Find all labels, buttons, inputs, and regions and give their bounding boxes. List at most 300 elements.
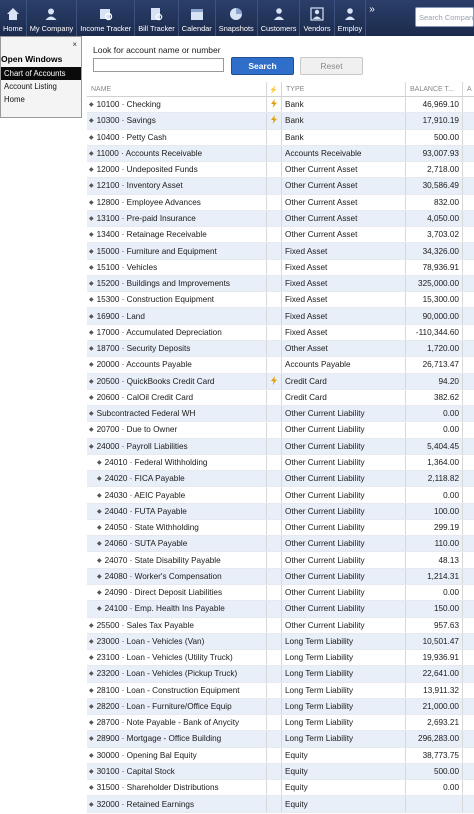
online-flag-cell: [267, 341, 282, 356]
account-name: 28700 · Note Payable - Bank of Anycity: [96, 718, 240, 728]
bullet-icon: ◆: [89, 232, 94, 239]
table-row[interactable]: [87, 308, 474, 324]
attach-cell: [463, 195, 474, 210]
attach-cell: [463, 276, 474, 291]
balance-cell: 34,326.00: [406, 243, 463, 258]
account-name-cell: [87, 618, 267, 633]
bullet-icon: ◆: [89, 427, 94, 434]
account-type-cell: Accounts Payable: [282, 357, 406, 372]
bullet-icon: ◆: [89, 264, 94, 271]
close-icon[interactable]: ×: [72, 40, 77, 49]
account-name: 30100 · Capital Stock: [96, 767, 175, 777]
attach-cell: [463, 113, 474, 128]
bullet-icon: ◆: [89, 183, 94, 190]
account-search-input[interactable]: [93, 58, 224, 72]
toolbar-label: Snapshots: [218, 24, 254, 33]
toolbar-income-tracker-button[interactable]: [77, 0, 135, 36]
attach-cell: [463, 422, 474, 437]
table-row[interactable]: [87, 504, 474, 520]
account-type-cell: Other Current Liability: [282, 552, 406, 567]
balance-cell: [406, 796, 463, 811]
attach-cell: [463, 634, 474, 649]
attach-cell: [463, 780, 474, 795]
chart-of-accounts-table: [87, 82, 474, 813]
bullet-icon: ◆: [89, 362, 94, 369]
toolbar-snapshots-button[interactable]: [216, 0, 258, 36]
table-row[interactable]: [87, 683, 474, 699]
table-row[interactable]: [87, 276, 474, 292]
attach-cell: [463, 585, 474, 600]
account-type-cell: Long Term Liability: [282, 650, 406, 665]
table-row[interactable]: [87, 699, 474, 715]
account-name-cell: [87, 715, 267, 730]
account-type-cell: Long Term Liability: [282, 731, 406, 746]
account-name: 25500 · Sales Tax Payable: [96, 620, 194, 630]
account-name-cell: [87, 146, 267, 161]
bullet-icon: ◆: [89, 378, 94, 385]
account-type-cell: Credit Card: [282, 374, 406, 389]
online-flag-cell: [267, 406, 282, 421]
table-row[interactable]: [87, 406, 474, 422]
account-name-cell: [87, 195, 267, 210]
account-type-cell: Bank: [282, 130, 406, 145]
online-flag-cell: [267, 374, 282, 389]
account-type-cell: Other Current Liability: [282, 455, 406, 470]
account-type-cell: Other Current Liability: [282, 520, 406, 535]
account-name: 30000 · Opening Bal Equity: [96, 750, 197, 760]
bullet-icon: ◆: [89, 622, 94, 629]
toolbar-customers-button[interactable]: [258, 0, 301, 36]
online-flag-cell: [267, 260, 282, 275]
attach-cell: [463, 699, 474, 714]
table-row[interactable]: [87, 130, 474, 146]
account-name-cell: [87, 308, 267, 323]
account-name: 24040 · FUTA Payable: [104, 506, 187, 516]
home-icon: [6, 7, 20, 21]
table-row[interactable]: [87, 536, 474, 552]
balance-cell: 17,910.19: [406, 113, 463, 128]
account-type-cell: Other Current Liability: [282, 422, 406, 437]
bullet-icon: ◆: [89, 199, 94, 206]
open-window-home[interactable]: Home: [4, 95, 25, 104]
table-row[interactable]: [87, 178, 474, 194]
bullet-icon: ◆: [97, 541, 102, 548]
table-row[interactable]: [87, 666, 474, 682]
table-row[interactable]: [87, 455, 474, 471]
employees-icon: [343, 7, 357, 21]
balance-cell: 2,718.00: [406, 162, 463, 177]
attach-cell: [463, 569, 474, 584]
account-name: 24030 · AEIC Payable: [104, 490, 186, 500]
column-header-flag[interactable]: ⚡: [267, 82, 282, 96]
account-name: 17000 · Accumulated Depreciation: [96, 327, 222, 337]
bullet-icon: ◆: [97, 573, 102, 580]
online-flag-cell: [267, 715, 282, 730]
table-header: [87, 82, 474, 97]
account-name: 31500 · Shareholder Distributions: [96, 783, 219, 793]
account-name: 23100 · Loan - Vehicles (Utility Truck): [96, 653, 233, 663]
account-name: 13400 · Retainage Receivable: [96, 230, 207, 240]
account-type-cell: Fixed Asset: [282, 325, 406, 340]
online-flag-cell: [267, 471, 282, 486]
attach-cell: [463, 666, 474, 681]
table-row[interactable]: [87, 211, 474, 227]
account-name-cell: [87, 536, 267, 551]
balance-cell: 5,404.45: [406, 439, 463, 454]
lightning-bolt-icon: [271, 376, 277, 387]
account-type-cell: Credit Card: [282, 390, 406, 405]
attach-cell: [463, 357, 474, 372]
bullet-icon: ◆: [89, 150, 94, 157]
online-flag-cell: [267, 422, 282, 437]
account-name-cell: [87, 683, 267, 698]
snapshots-icon: [229, 7, 243, 21]
account-name-cell: [87, 552, 267, 567]
balance-cell: 0.00: [406, 780, 463, 795]
online-flag-cell: [267, 780, 282, 795]
table-row[interactable]: [87, 764, 474, 780]
account-type-cell: Other Current Liability: [282, 504, 406, 519]
table-row[interactable]: [87, 341, 474, 357]
icon-bar: [0, 0, 474, 36]
table-row[interactable]: [87, 601, 474, 617]
bullet-icon: ◆: [89, 752, 94, 759]
table-row[interactable]: [87, 422, 474, 438]
toolbar-label: Income Tracker: [80, 24, 132, 33]
account-name: 15200 · Buildings and Improvements: [96, 279, 230, 289]
account-name: 20000 · Accounts Payable: [96, 360, 192, 370]
table-row[interactable]: [87, 780, 474, 796]
account-name-cell: [87, 422, 267, 437]
table-row[interactable]: [87, 325, 474, 341]
bullet-icon: ◆: [89, 801, 94, 808]
table-row[interactable]: [87, 97, 474, 113]
open-window-account-listing[interactable]: Account Listing: [4, 82, 57, 91]
account-type-cell: Other Current Asset: [282, 178, 406, 193]
attach-cell: [463, 748, 474, 763]
attach-cell: [463, 650, 474, 665]
account-type-cell: Other Current Asset: [282, 162, 406, 177]
balance-cell: 0.00: [406, 406, 463, 421]
table-row[interactable]: [87, 146, 474, 162]
online-flag-cell: [267, 552, 282, 567]
attach-cell: [463, 227, 474, 242]
attach-cell: [463, 406, 474, 421]
online-flag-cell: [267, 520, 282, 535]
attach-cell: [463, 325, 474, 340]
account-name: 20500 · QuickBooks Credit Card: [96, 376, 215, 386]
balance-cell: 21,000.00: [406, 699, 463, 714]
bullet-icon: ◆: [89, 638, 94, 645]
account-name-cell: [87, 748, 267, 763]
online-flag-cell: [267, 764, 282, 779]
account-name-cell: [87, 130, 267, 145]
attach-cell: [463, 536, 474, 551]
attach-cell: [463, 260, 474, 275]
open-windows-panel: [0, 36, 82, 118]
account-name-cell: [87, 634, 267, 649]
table-row[interactable]: [87, 357, 474, 373]
online-flag-cell: [267, 504, 282, 519]
balance-cell: -110,344.60: [406, 325, 463, 340]
online-flag-cell: [267, 162, 282, 177]
toolbar-calendar-button[interactable]: [179, 0, 216, 36]
balance-cell: 382.62: [406, 390, 463, 405]
table-row[interactable]: [87, 471, 474, 487]
column-header-attach[interactable]: A: [467, 86, 472, 93]
toolbar-more-button[interactable]: »: [369, 4, 375, 15]
bullet-icon: ◆: [89, 297, 94, 304]
bullet-icon: ◆: [89, 411, 94, 418]
toolbar-label: Home: [3, 24, 23, 33]
online-flag-cell: [267, 211, 282, 226]
toolbar-label: My Company: [29, 24, 74, 33]
balance-cell: 100.00: [406, 504, 463, 519]
account-type-cell: Other Current Asset: [282, 195, 406, 210]
account-name-cell: [87, 439, 267, 454]
attach-cell: [463, 683, 474, 698]
account-name: 24100 · Emp. Health Ins Payable: [104, 604, 225, 614]
table-row[interactable]: [87, 243, 474, 259]
account-type-cell: Other Current Liability: [282, 439, 406, 454]
attach-cell: [463, 796, 474, 811]
account-type-cell: Fixed Asset: [282, 243, 406, 258]
online-flag-cell: [267, 666, 282, 681]
account-type-cell: Equity: [282, 780, 406, 795]
table-row[interactable]: [87, 390, 474, 406]
online-flag-cell: [267, 243, 282, 258]
column-header-type[interactable]: TYPE: [282, 82, 406, 96]
toolbar-label: Customers: [260, 24, 297, 33]
balance-cell: 1,720.00: [406, 341, 463, 356]
table-row[interactable]: [87, 796, 474, 812]
account-type-cell: Equity: [282, 796, 406, 811]
bullet-icon: ◆: [89, 215, 94, 222]
table-row[interactable]: [87, 374, 474, 390]
lightning-bolt-icon: [271, 115, 277, 126]
account-name-cell: [87, 341, 267, 356]
account-name: 23000 · Loan - Vehicles (Van): [96, 636, 205, 646]
attach-cell: [463, 439, 474, 454]
bullet-icon: ◆: [89, 443, 94, 450]
table-row[interactable]: [87, 227, 474, 243]
account-name: 10400 · Petty Cash: [96, 132, 167, 142]
account-type-cell: Fixed Asset: [282, 292, 406, 307]
balance-cell: 10,501.47: [406, 634, 463, 649]
account-name: 24060 · SUTA Payable: [104, 539, 188, 549]
online-flag-cell: [267, 195, 282, 210]
bullet-icon: ◆: [89, 655, 94, 662]
account-type-cell: Equity: [282, 748, 406, 763]
bullet-icon: ◆: [89, 720, 94, 727]
bullet-icon: ◆: [89, 167, 94, 174]
account-name-cell: [87, 569, 267, 584]
account-name-cell: [87, 390, 267, 405]
toolbar-vendors-button[interactable]: [300, 0, 334, 36]
online-flag-cell: [267, 650, 282, 665]
balance-cell: 3,703.02: [406, 227, 463, 242]
bullet-icon: ◆: [89, 703, 94, 710]
table-row[interactable]: [87, 634, 474, 650]
bullet-icon: ◆: [89, 687, 94, 694]
online-flag-cell: [267, 569, 282, 584]
table-row[interactable]: [87, 195, 474, 211]
table-row[interactable]: [87, 731, 474, 747]
table-row[interactable]: [87, 618, 474, 634]
balance-cell: 38,773.75: [406, 748, 463, 763]
bullet-icon: ◆: [97, 492, 102, 499]
attach-cell: [463, 471, 474, 486]
table-row[interactable]: [87, 748, 474, 764]
table-row[interactable]: [87, 552, 474, 568]
attach-cell: [463, 178, 474, 193]
lightning-bolt-icon: [271, 99, 277, 110]
account-name: 10300 · Savings: [96, 116, 156, 126]
balance-cell: 15,300.00: [406, 292, 463, 307]
bullet-icon: ◆: [89, 769, 94, 776]
account-name: 15100 · Vehicles: [96, 262, 158, 272]
toolbar-bill-tracker-button[interactable]: [135, 0, 179, 36]
online-flag-cell: [267, 618, 282, 633]
account-name: 28900 · Mortgage - Office Building: [96, 734, 222, 744]
account-name: 18700 · Security Deposits: [96, 344, 191, 354]
table-row[interactable]: [87, 260, 474, 276]
balance-cell: 48.13: [406, 552, 463, 567]
attach-cell: [463, 520, 474, 535]
attach-cell: [463, 390, 474, 405]
table-row[interactable]: [87, 569, 474, 585]
table-row[interactable]: [87, 113, 474, 129]
account-type-cell: Equity: [282, 764, 406, 779]
account-type-cell: Other Asset: [282, 341, 406, 356]
balance-cell: 19,936.91: [406, 650, 463, 665]
online-flag-cell: [267, 325, 282, 340]
column-header-name[interactable]: NAME: [87, 82, 267, 96]
balance-cell: 4,050.00: [406, 211, 463, 226]
toolbar-home-button[interactable]: [0, 0, 27, 36]
account-name: 15000 · Furniture and Equipment: [96, 246, 217, 256]
account-name-cell: [87, 276, 267, 291]
account-type-cell: Other Current Asset: [282, 227, 406, 242]
company-icon: [44, 7, 58, 21]
account-name-cell: [87, 113, 267, 128]
account-type-cell: Bank: [282, 113, 406, 128]
toolbar-label: Bill Tracker: [138, 24, 175, 33]
table-row[interactable]: [87, 520, 474, 536]
account-type-cell: Accounts Receivable: [282, 146, 406, 161]
online-flag-cell: [267, 130, 282, 145]
toolbar-my-company-button[interactable]: [27, 0, 78, 36]
account-type-cell: Long Term Liability: [282, 715, 406, 730]
attach-cell: [463, 130, 474, 145]
reset-button[interactable]: Reset: [300, 57, 363, 75]
customers-icon: [272, 7, 286, 21]
toolbar-employ-button[interactable]: [335, 0, 367, 36]
account-name: 12000 · Undeposited Funds: [96, 165, 198, 175]
account-name-cell: [87, 601, 267, 616]
account-name: Subcontracted Federal WH: [96, 409, 196, 419]
table-row[interactable]: [87, 487, 474, 503]
attach-cell: [463, 341, 474, 356]
account-name-cell: [87, 374, 267, 389]
attach-cell: [463, 292, 474, 307]
balance-cell: 22,641.00: [406, 666, 463, 681]
balance-cell: 46,969.10: [406, 97, 463, 112]
balance-cell: 299.19: [406, 520, 463, 535]
account-name-cell: [87, 520, 267, 535]
bullet-icon: ◆: [89, 134, 94, 141]
balance-cell: 0.00: [406, 487, 463, 502]
account-name-cell: [87, 227, 267, 242]
attach-cell: [463, 764, 474, 779]
attach-cell: [463, 618, 474, 633]
search-button[interactable]: Search: [231, 57, 294, 75]
account-name-cell: [87, 585, 267, 600]
column-header-balance[interactable]: BALANCE T...: [406, 82, 463, 96]
attach-cell: [463, 455, 474, 470]
calendar-icon: [190, 7, 204, 21]
account-name: 11000 · Accounts Receivable: [96, 148, 203, 158]
open-window-chart-of-accounts[interactable]: Chart of Accounts: [1, 67, 81, 80]
bullet-icon: ◆: [97, 590, 102, 597]
account-name-cell: [87, 260, 267, 275]
account-name: 10100 · Checking: [96, 100, 161, 110]
account-name-cell: [87, 699, 267, 714]
balance-cell: 325,000.00: [406, 276, 463, 291]
table-row[interactable]: [87, 439, 474, 455]
table-row[interactable]: [87, 162, 474, 178]
account-name: 32000 · Retained Earnings: [96, 799, 195, 809]
table-row[interactable]: [87, 292, 474, 308]
account-type-cell: Bank: [282, 97, 406, 112]
account-name: 12100 · Inventory Asset: [96, 181, 183, 191]
table-row[interactable]: [87, 585, 474, 601]
account-name: 23200 · Loan - Vehicles (Pickup Truck): [96, 669, 238, 679]
table-row[interactable]: [87, 715, 474, 731]
attach-cell: [463, 552, 474, 567]
online-flag-cell: [267, 292, 282, 307]
balance-cell: 2,118.82: [406, 471, 463, 486]
attach-cell: [463, 715, 474, 730]
account-type-cell: Other Current Liability: [282, 601, 406, 616]
balance-cell: 90,000.00: [406, 308, 463, 323]
balance-cell: 30,586.49: [406, 178, 463, 193]
bullet-icon: ◆: [89, 248, 94, 255]
account-type-cell: Fixed Asset: [282, 308, 406, 323]
bullet-icon: ◆: [97, 525, 102, 532]
bullet-icon: ◆: [89, 118, 94, 125]
account-name: 16900 · Land: [96, 311, 145, 321]
account-type-cell: Other Current Liability: [282, 471, 406, 486]
balance-cell: 500.00: [406, 130, 463, 145]
online-flag-cell: [267, 487, 282, 502]
account-name: 24000 · Payroll Liabilities: [96, 441, 188, 451]
online-flag-cell: [267, 455, 282, 470]
balance-cell: 26,713.47: [406, 357, 463, 372]
account-name-cell: [87, 97, 267, 112]
account-type-cell: Other Current Liability: [282, 487, 406, 502]
account-type-cell: Other Current Liability: [282, 569, 406, 584]
search-company-input[interactable]: Search Compan: [415, 7, 474, 27]
account-name: 28100 · Loan - Construction Equipment: [96, 685, 240, 695]
toolbar-label: Calendar: [181, 24, 212, 33]
online-flag-cell: [267, 357, 282, 372]
online-flag-cell: [267, 536, 282, 551]
account-name: 24020 · FICA Payable: [104, 474, 185, 484]
account-name: 24070 · State Disability Payable: [104, 555, 221, 565]
table-row[interactable]: [87, 650, 474, 666]
attach-cell: [463, 97, 474, 112]
